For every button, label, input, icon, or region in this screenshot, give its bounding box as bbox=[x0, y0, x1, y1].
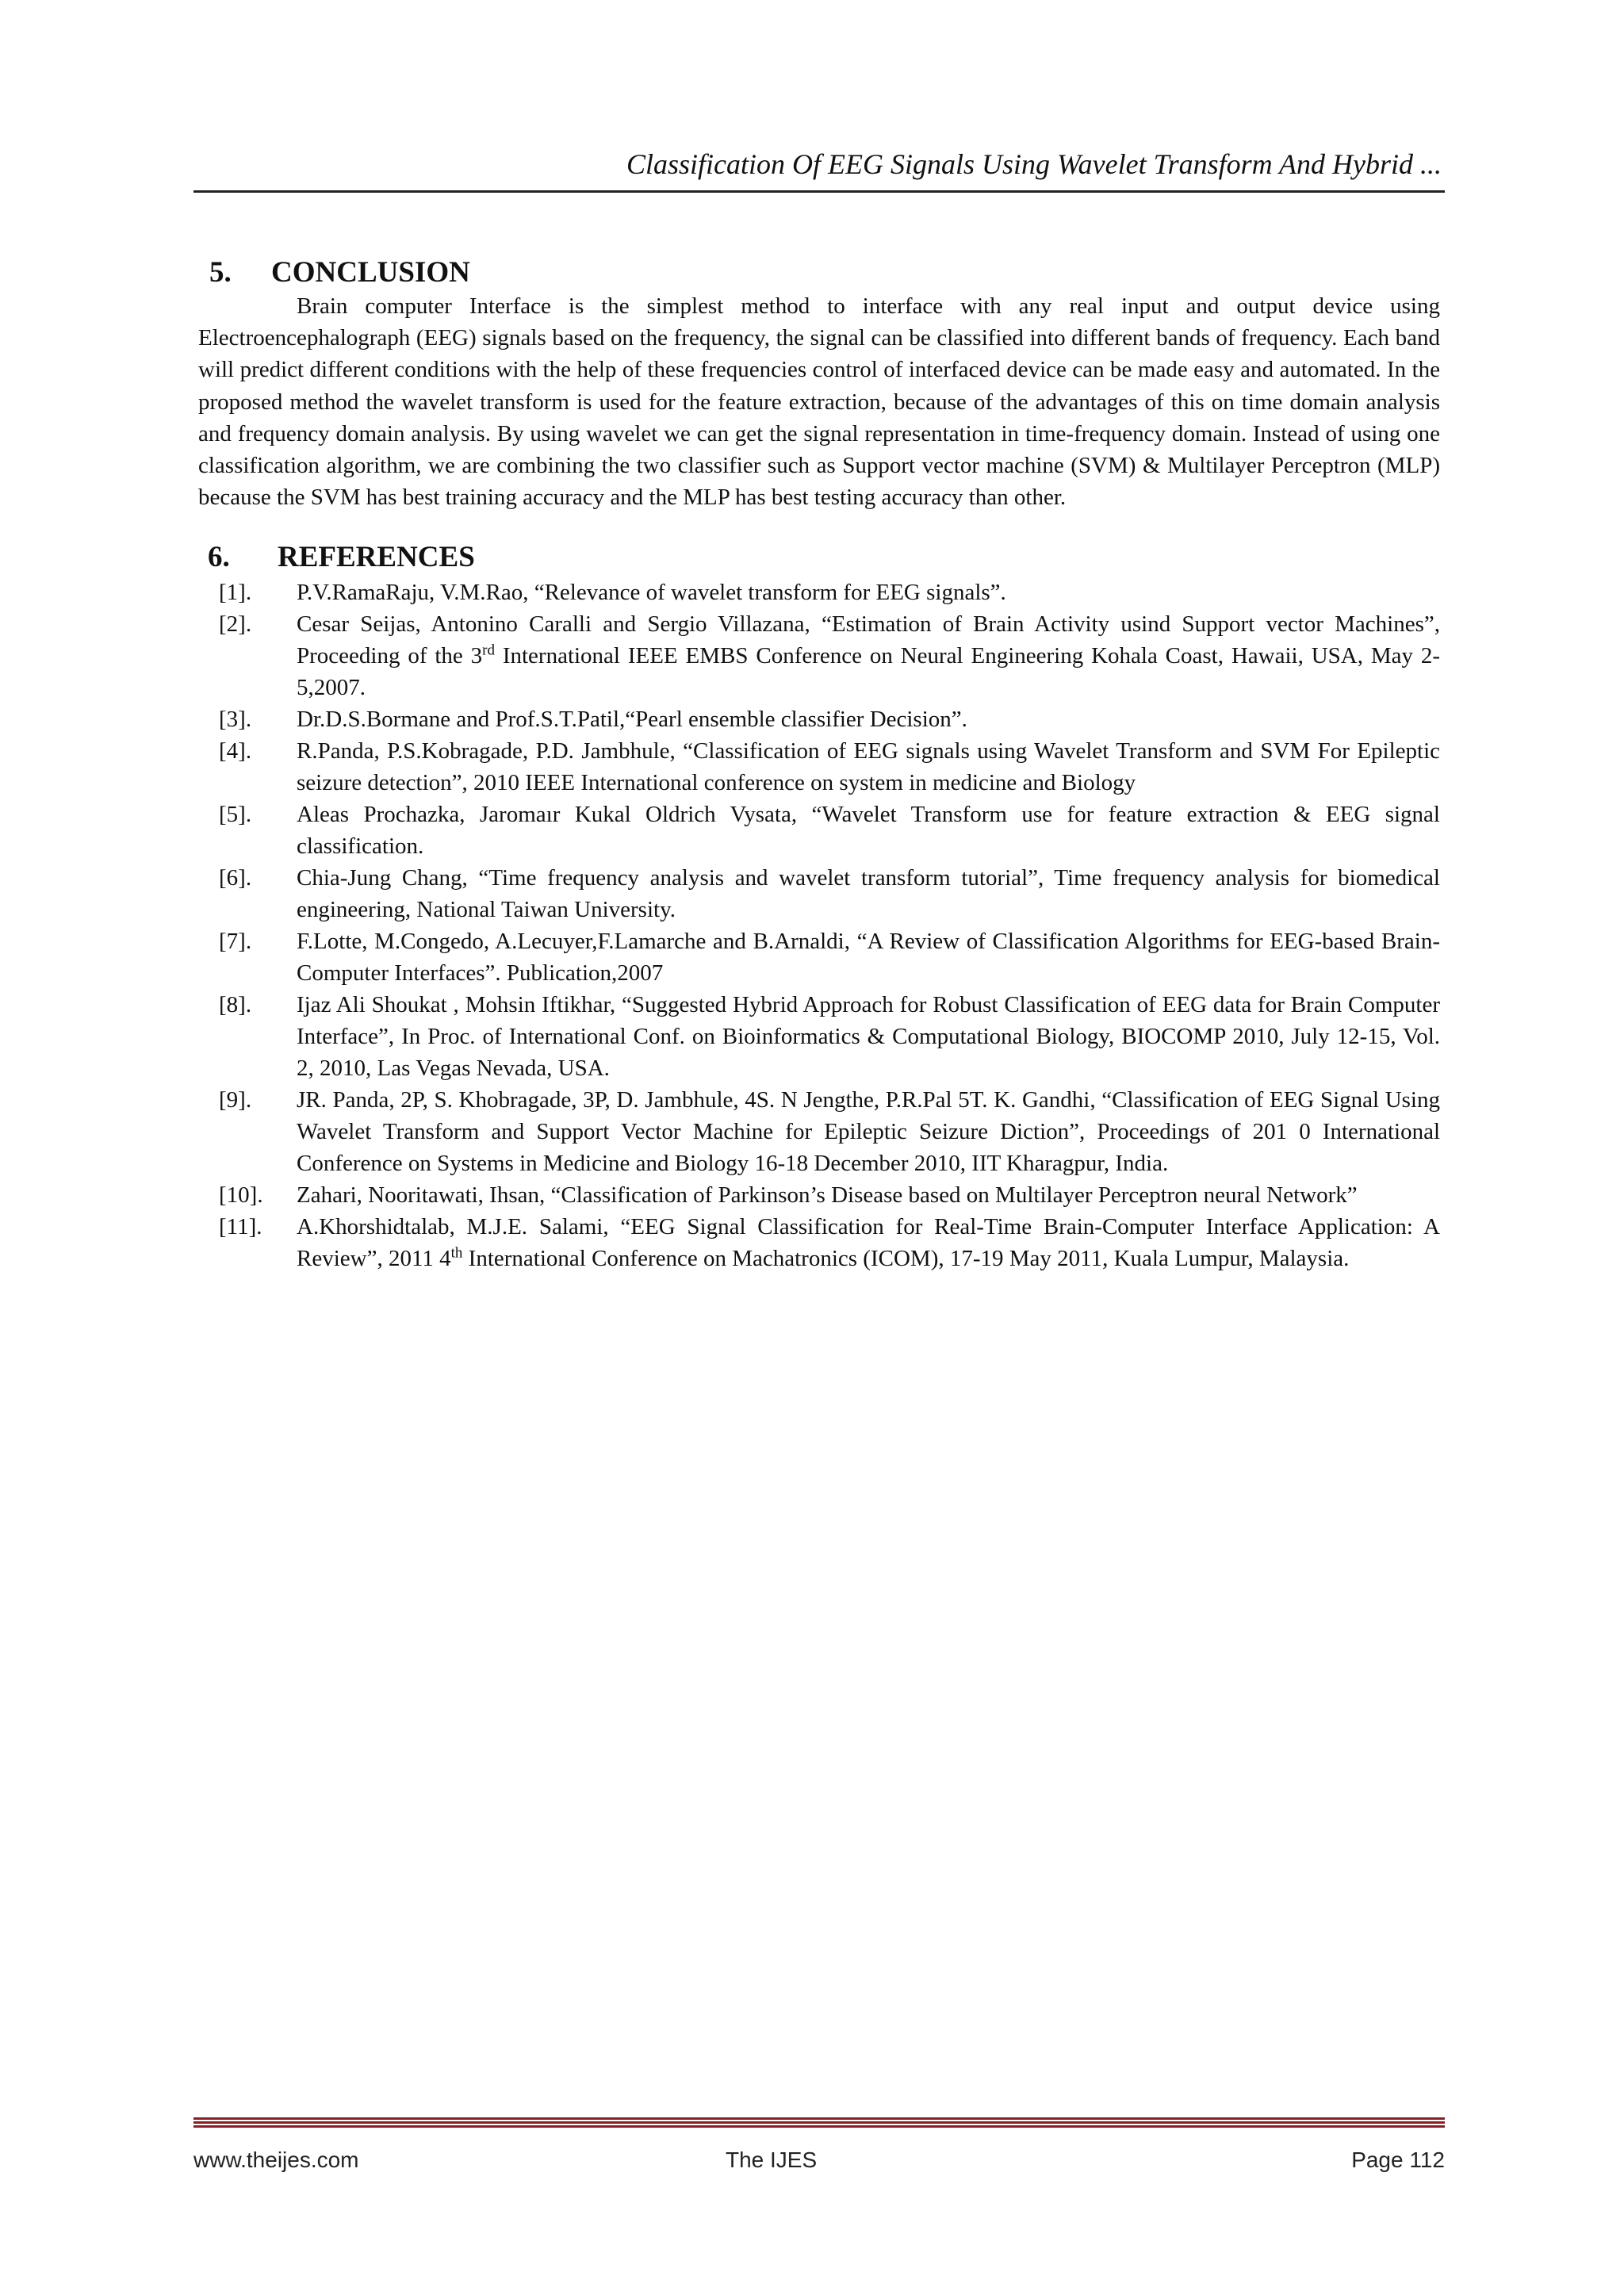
reference-text-part: Cesar Seijas, Antonino Caralli and Sergio Villazana, “Estimation of Brain Activity usind Support vector Machines”, Proceeding of the 3 bbox=[297, 611, 1440, 669]
running-header: Classification Of EEG Signals Using Wavelet Transform And Hybrid ... bbox=[626, 148, 1442, 180]
reference-number: [8]. bbox=[219, 992, 252, 1018]
references-number: 6. bbox=[208, 541, 230, 574]
reference-text bbox=[297, 608, 1440, 703]
reference-item bbox=[198, 1179, 1440, 1211]
reference-text: P.V.RamaRaju, V.M.Rao, “Relevance of wavelet transform for EEG signals”. bbox=[297, 580, 1006, 606]
reference-text bbox=[297, 1211, 1440, 1274]
reference-text: Ijaz Ali Shoukat , Mohsin Iftikhar, “Suggested Hybrid Approach for Robust Classification of EEG data for Brain Computer Interface”, In Proc. of International Conf. on Bioinformatics & Computational Biology, BIOCOMP 2010, July 12-15, Vol. 2, 2010, Las Vegas Nevada, USA. bbox=[297, 992, 1440, 1082]
reference-item bbox=[198, 989, 1440, 1084]
conclusion-number: 5. bbox=[209, 256, 232, 289]
header-divider bbox=[193, 190, 1445, 193]
reference-number: [11]. bbox=[219, 1214, 262, 1240]
footer-website: www.theijes.com bbox=[193, 2147, 359, 2172]
reference-item bbox=[198, 1084, 1440, 1179]
reference-text: Dr.D.S.Bormane and Prof.S.T.Patil,“Pearl ensemble classifier Decision”. bbox=[297, 707, 967, 733]
reference-item bbox=[198, 862, 1440, 925]
page-content bbox=[198, 255, 1440, 1274]
reference-number: [9]. bbox=[219, 1087, 252, 1113]
reference-item bbox=[198, 735, 1440, 799]
reference-number: [4]. bbox=[219, 738, 252, 764]
reference-item bbox=[198, 1211, 1440, 1274]
references-title: REFERENCES bbox=[278, 541, 475, 574]
reference-item bbox=[198, 925, 1440, 989]
references-heading bbox=[208, 540, 1440, 575]
reference-number: [5]. bbox=[219, 802, 252, 828]
reference-text-part: A.Khorshidtalab, M.J.E. Salami, “EEG Signal Classification for Real-Time Brain-Computer Interface Application: A Review”, 2011 4 bbox=[297, 1214, 1440, 1272]
reference-text: Chia-Jung Chang, “Time frequency analysis and wavelet transform tutorial”, Time frequency analysis for biomedical engineering, National Taiwan University. bbox=[297, 865, 1440, 923]
reference-item bbox=[198, 799, 1440, 862]
reference-number: [2]. bbox=[219, 611, 252, 638]
ordinal-superscript: th bbox=[450, 1244, 463, 1262]
reference-number: [1]. bbox=[219, 580, 252, 606]
reference-text: JR. Panda, 2P, S. Khobragade, 3P, D. Jambhule, 4S. N Jengthe, P.R.Pal 5T. K. Gandhi, “Classification of EEG Signal Using Wavelet Transform and Support Vector Machine for Epileptic Seizure Diction”, Proceedings of 201 0 International Conference on Systems in Medicine and Biology 16-18 December 2010, IIT Kharagpur, India. bbox=[297, 1087, 1440, 1177]
reference-item bbox=[198, 608, 1440, 703]
footer-page-number: Page 112 bbox=[1351, 2147, 1445, 2172]
conclusion-paragraph: Brain computer Interface is the simplest method to interface with any real input and output device using Electroencephalograph (EEG) signals based on the frequency, the signal can be classified into different bands of frequency. Each band will predict different conditions with the help of these frequencies control of interfaced device can be made easy and automated. In the proposed method the wavelet transform is used for the feature extraction, because of the advantages of this on time domain analysis and frequency domain analysis. By using wavelet we can get the signal representation in time-frequency domain. Instead of using one classification algorithm, we are combining the two classifier such as Support vector machine (SVM) & Multilayer Perceptron (MLP) because the SVM has best training accuracy and the MLP has best testing accuracy than other. bbox=[198, 293, 1440, 511]
ordinal-superscript: rd bbox=[482, 642, 495, 659]
footer-journal-name: The IJES bbox=[726, 2147, 818, 2172]
reference-text: Zahari, Nooritawati, Ihsan, “Classification of Parkinson’s Disease based on Multilayer Perceptron neural Network” bbox=[297, 1182, 1358, 1209]
reference-number: [3]. bbox=[219, 707, 252, 733]
reference-number: [6]. bbox=[219, 865, 252, 891]
reference-number: [7]. bbox=[219, 929, 252, 955]
conclusion-title: CONCLUSION bbox=[271, 256, 470, 289]
reference-text: F.Lotte, M.Congedo, A.Lecuyer,F.Lamarche and B.Arnaldi, “A Review of Classification Algorithms for EEG-based Brain-Computer Interfaces”. Publication,2007 bbox=[297, 929, 1440, 987]
reference-item bbox=[198, 577, 1440, 608]
reference-text-part: International IEEE EMBS Conference on Neural Engineering Kohala Coast, Hawaii, USA, May 2-5,2007. bbox=[297, 643, 1441, 701]
reference-text: R.Panda, P.S.Kobragade, P.D. Jambhule, “Classification of EEG signals using Wavelet Transform and SVM For Epileptic seizure detection”, 2010 IEEE International conference on system in medicine and Biology bbox=[297, 738, 1440, 796]
reference-number: [10]. bbox=[219, 1182, 263, 1209]
reference-text: Aleas Prochazka, Jaromaır Kukal Oldrich Vysata, “Wavelet Transform use for feature extraction & EEG signal classification. bbox=[297, 802, 1440, 860]
reference-text-part: International Conference on Machatronics (ICOM), 17-19 May 2011, Kuala Lumpur, Malaysia. bbox=[462, 1246, 1350, 1272]
footer-divider bbox=[193, 2117, 1445, 2128]
conclusion-heading bbox=[209, 255, 1440, 290]
reference-item bbox=[198, 703, 1440, 735]
reference-list bbox=[198, 577, 1440, 1274]
